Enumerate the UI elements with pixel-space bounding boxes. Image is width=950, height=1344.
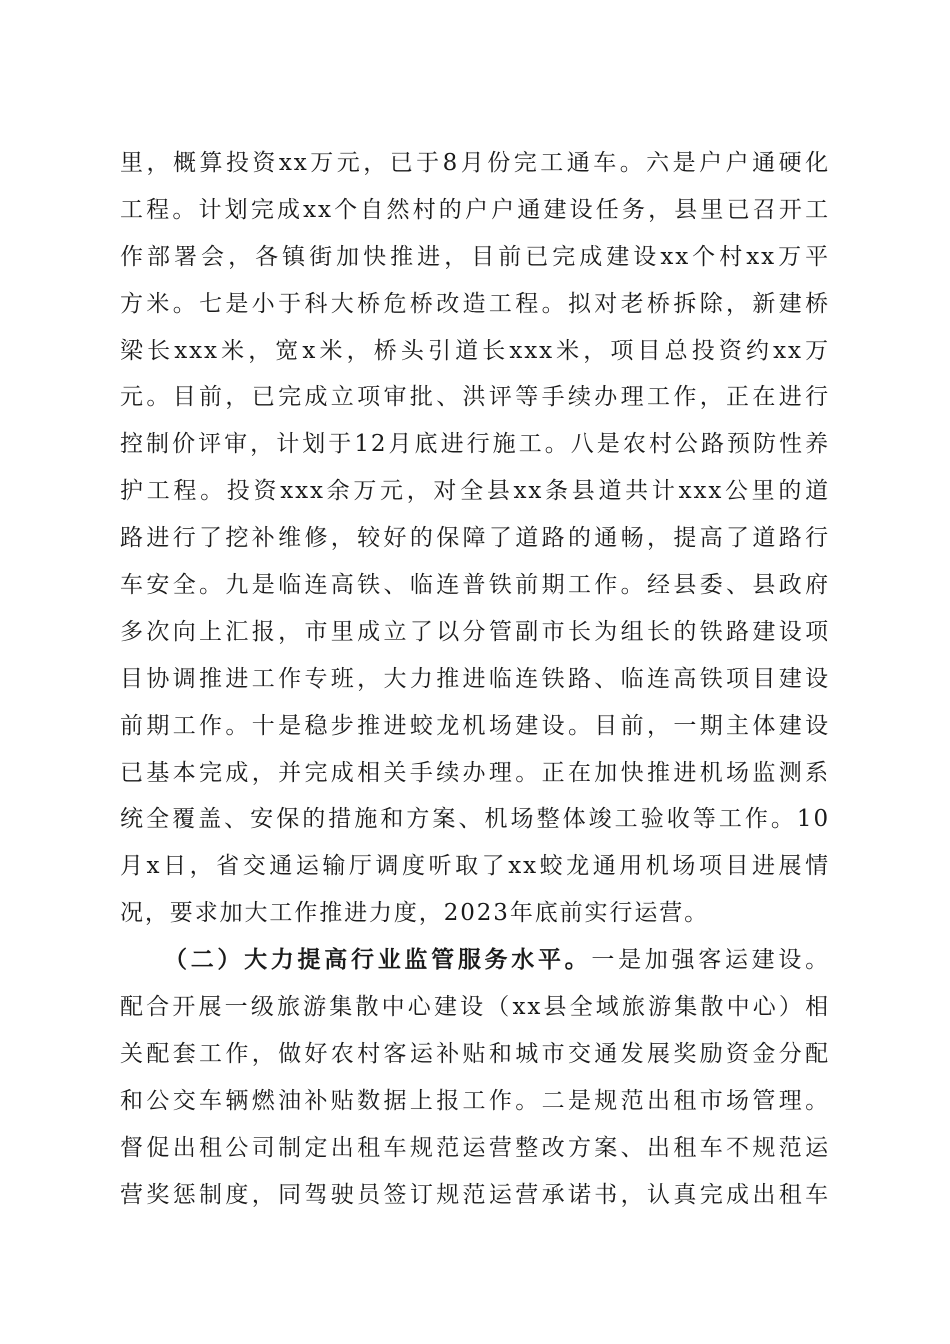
paragraph-supervision-service: [120, 937, 830, 1218]
text-line: 前期工作。十是稳步推进蛟龙机场建设。目前，一期主体建设: [120, 712, 830, 739]
text-line: 方米。七是小于科大桥危桥改造工程。拟对老桥拆除，新建桥: [120, 290, 830, 317]
section-heading: （二）大力提高行业监管服务水平。: [164, 946, 592, 974]
text-line: 关配套工作，做好农村客运补贴和城市交通发展奖励资金分配: [120, 1040, 830, 1067]
text-line: 况，要求加大工作推进力度，2023年底前实行运营。: [120, 900, 710, 927]
text-line: 已基本完成，并完成相关手续办理。正在加快推进机场监测系: [120, 759, 830, 786]
paragraph-transport-projects: [120, 140, 830, 937]
text-line: 工程。计划完成xx个自然村的户户通建设任务，县里已召开工: [120, 196, 830, 223]
text-line: 月x日，省交通运输厅调度听取了xx蛟龙通用机场项目进展情: [120, 853, 830, 880]
text-line: 作部署会，各镇街加快推进，目前已完成建设xx个村xx万平: [120, 243, 830, 270]
text-line: 控制价评审，计划于12月底进行施工。八是农村公路预防性养: [120, 431, 830, 458]
section-heading-line: [120, 937, 830, 984]
text-line: 护工程。投资xxx余万元，对全县xx条县道共计xxx公里的道: [120, 478, 830, 505]
text-line: 和公交车辆燃油补贴数据上报工作。二是规范出租市场管理。: [120, 1087, 830, 1114]
text-line: 目协调推进工作专班，大力推进临连铁路、临连高铁项目建设: [120, 665, 830, 692]
text-line: 车安全。九是临连高铁、临连普铁前期工作。经县委、县政府: [120, 572, 830, 599]
text-line: 里，概算投资xx万元，已于8月份完工通车。六是户户通硬化: [120, 150, 830, 176]
text-line: 多次向上汇报，市里成立了以分管副市长为组长的铁路建设项: [120, 618, 830, 645]
text-line: 督促出租公司制定出租车规范运营整改方案、出租车不规范运: [120, 1134, 830, 1161]
text-line: 营奖惩制度，同驾驶员签订规范运营承诺书，认真完成出租车: [120, 1181, 830, 1208]
text-line: 统全覆盖、安保的措施和方案、机场整体竣工验收等工作。10: [120, 806, 830, 833]
text-line: 配合开展一级旅游集散中心建设（xx县全域旅游集散中心）相: [120, 994, 830, 1021]
text-line: 路进行了挖补维修，较好的保障了道路的通畅，提高了道路行: [120, 525, 830, 552]
heading-line-rest: 一是加强客运建设。: [591, 947, 830, 974]
text-line: 梁长xxx米，宽x米，桥头引道长xxx米，项目总投资约xx万: [120, 337, 830, 364]
document-body: [120, 140, 830, 1218]
text-line: 元。目前，已完成立项审批、洪评等手续办理工作，正在进行: [120, 384, 830, 411]
